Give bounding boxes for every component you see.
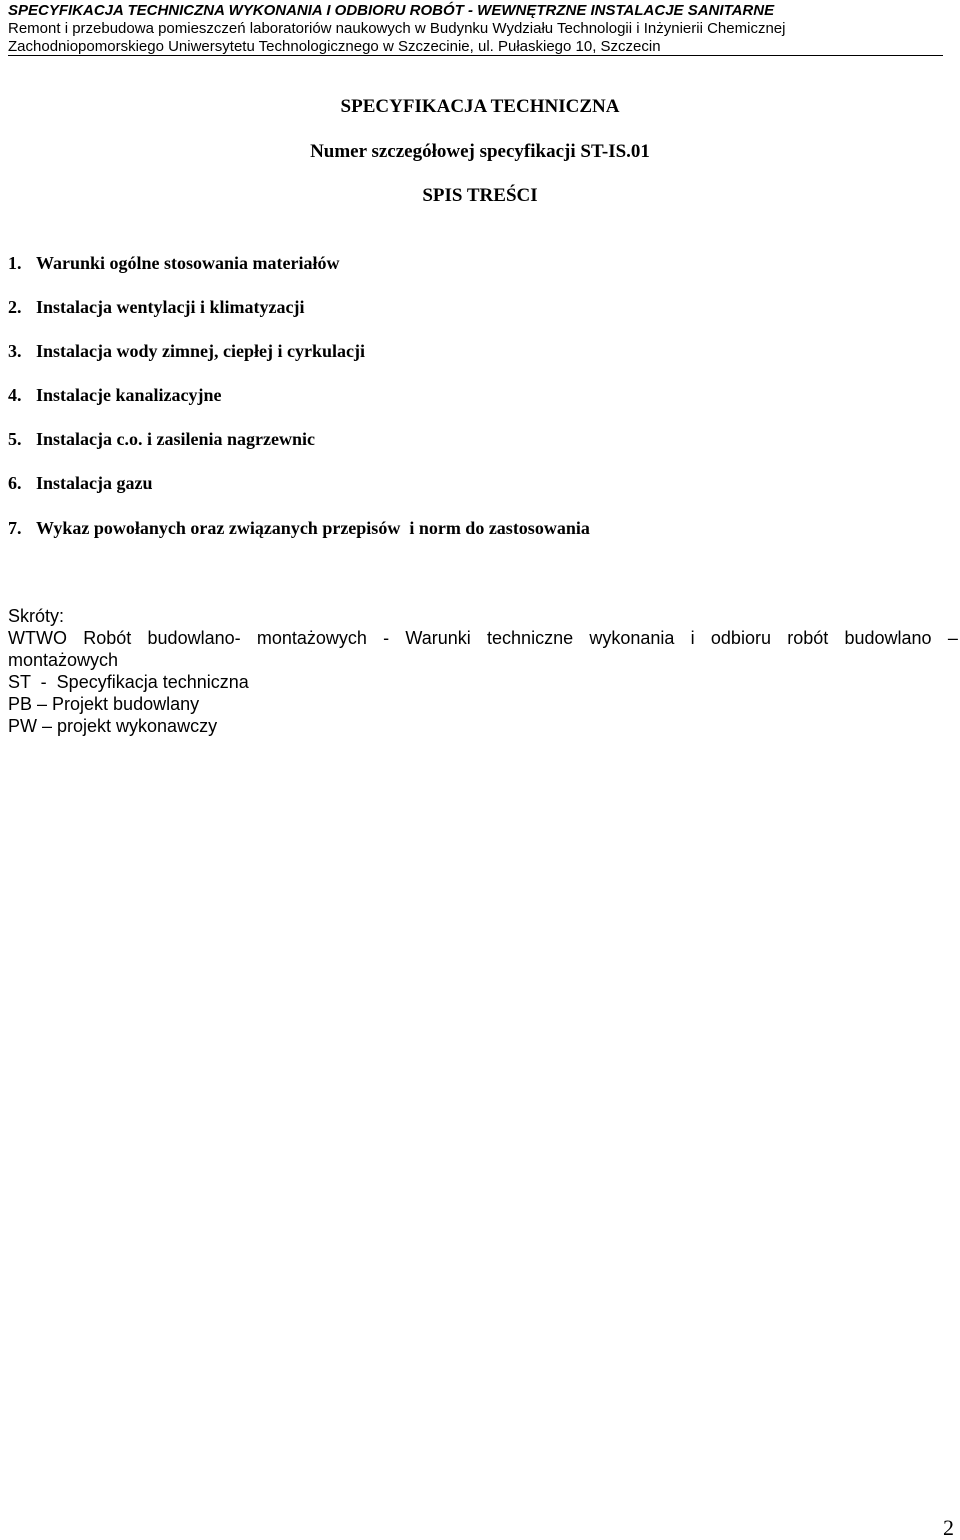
toc-item [8, 384, 908, 406]
toc-item-label: Instalacja wentylacji i klimatyzacji [36, 297, 305, 317]
header-divider [8, 55, 943, 56]
page-number: 2 [943, 1515, 954, 1540]
abbreviation-pw: PW – projekt wykonawczy [8, 716, 218, 736]
spec-title: SPECYFIKACJA TECHNICZNA [340, 96, 620, 117]
toc-item [8, 296, 908, 318]
toc-item-label: Wykaz powołanych oraz związanych przepisów i norm do zastosowania [36, 518, 590, 538]
toc-item [8, 517, 908, 539]
word: odbioru [710, 628, 771, 648]
toc-item-label: Warunki ogólne stosowania materiałów [36, 253, 340, 273]
toc-item [8, 252, 908, 274]
abbreviation-wtwo-continued: montażowych [8, 650, 119, 670]
toc-item-number: 6. [8, 473, 22, 493]
toc-item [8, 340, 908, 362]
abbreviations-heading: Skróty: [8, 606, 65, 626]
abbreviation-wtwo [8, 627, 958, 649]
abbreviation-st: ST - Specyfikacja techniczna [8, 672, 249, 692]
header-title: SPECYFIKACJA TECHNICZNA WYKONANIA I ODBIORU ROBÓT - WEWNĘTRZNE INSTALACJE SANITARNE [8, 2, 775, 19]
toc-item [8, 472, 908, 494]
toc-item-number: 2. [8, 297, 22, 317]
word: i [690, 628, 695, 648]
toc-item-number: 4. [8, 385, 22, 405]
word: – [947, 628, 958, 648]
word: - [383, 628, 390, 648]
word: budowlano [844, 628, 932, 648]
word: budowlano- [147, 628, 241, 648]
word: montażowych [256, 628, 367, 648]
toc-item [8, 428, 908, 450]
spec-number: Numer szczegółowej specyfikacji ST-IS.01 [310, 141, 650, 162]
header-project-line: Remont i przebudowa pomieszczeń laboratoriów naukowych w Budynku Wydziału Technologii i Inżynierii Chemicznej [8, 20, 786, 37]
toc-item-label: Instalacja wody zimnej, ciepłej i cyrkulacji [36, 341, 365, 361]
word: wykonania [589, 628, 675, 648]
toc-item-number: 5. [8, 429, 22, 449]
toc-item-label: Instalacja c.o. i zasilenia nagrzewnic [36, 429, 315, 449]
word: Warunki [405, 628, 471, 648]
word: WTWO [8, 628, 67, 648]
word: techniczne [487, 628, 574, 648]
abbreviation-pb: PB – Projekt budowlany [8, 694, 200, 714]
toc-item-number: 1. [8, 253, 22, 273]
toc-item-label: Instalacje kanalizacyjne [36, 385, 222, 405]
toc-item-label: Instalacja gazu [36, 473, 153, 493]
document-header [8, 2, 943, 56]
toc-heading: SPIS TREŚCI [422, 185, 538, 206]
toc-item-number: 7. [8, 518, 22, 538]
word: Robót [83, 628, 132, 648]
toc-item-number: 3. [8, 341, 22, 361]
header-address-line: Zachodniopomorskiego Uniwersytetu Technologicznego w Szczecinie, ul. Pułaskiego 10, Szczecin [8, 38, 661, 55]
word: robót [787, 628, 829, 648]
